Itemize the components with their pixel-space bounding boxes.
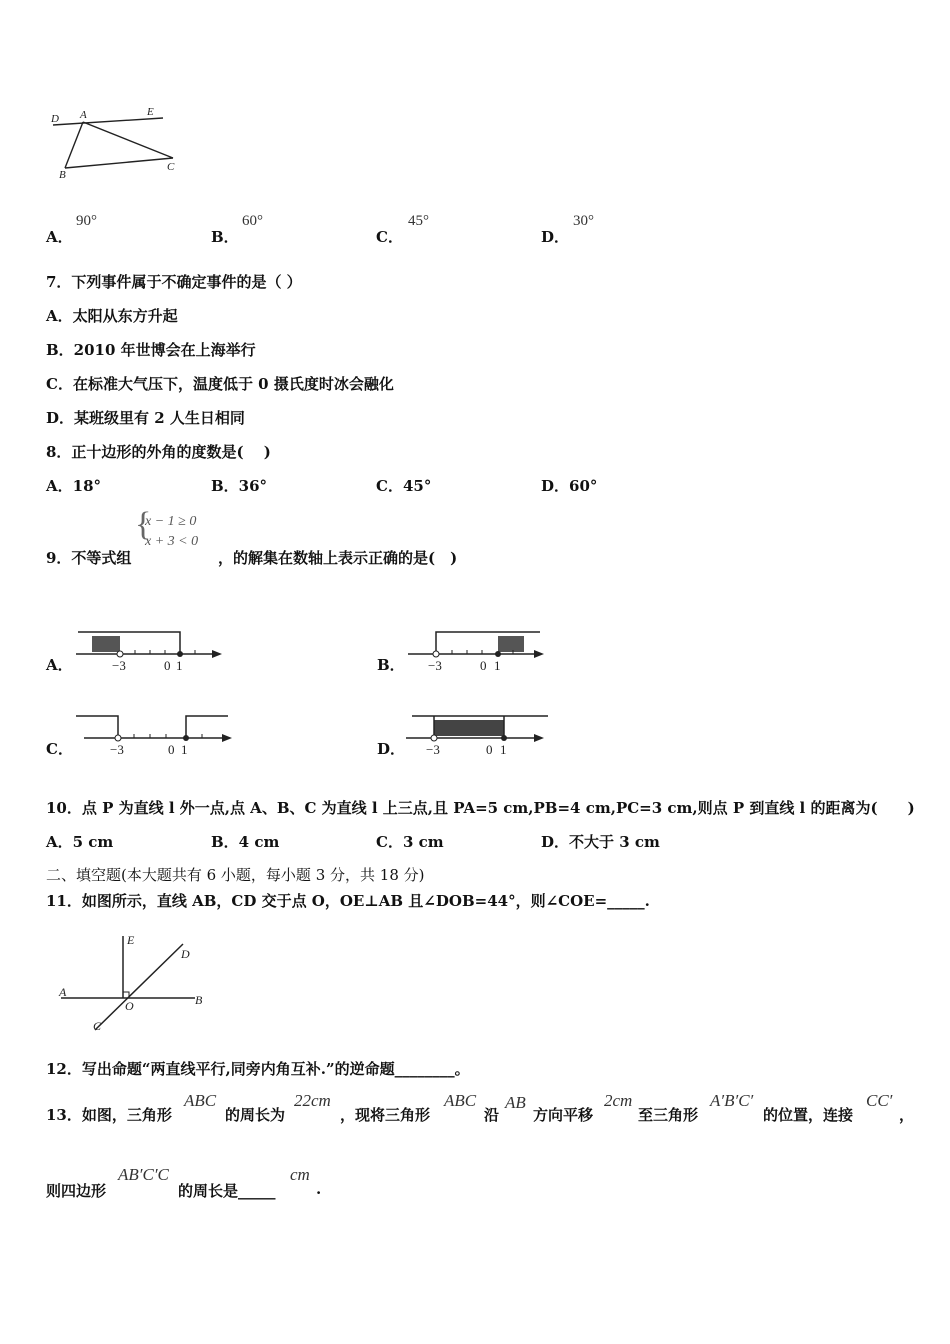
triangle-figure — [45, 100, 195, 185]
q7-option-a: A．太阳从东方升起 — [46, 307, 178, 325]
q6-option-d-value: 30° — [573, 213, 594, 229]
svg-text:1: 1 — [176, 658, 183, 673]
inequality-2: x + 3 < 0 — [145, 534, 199, 549]
label-a: A — [59, 985, 67, 999]
label-e: E — [147, 106, 154, 118]
q13-part-7: 的位置，连接 — [763, 1106, 854, 1124]
q13-part-4: 沿 — [484, 1106, 500, 1124]
q13-part-6: 至三角形 — [638, 1106, 699, 1124]
q10-option-b: B．4 cm — [211, 833, 280, 851]
q13-part-8: ， — [899, 1106, 915, 1124]
q13-line2-part-1: 则四边形 — [46, 1182, 107, 1200]
q9-option-a-letter: A． — [46, 656, 73, 674]
q6-option-c-letter: C． — [376, 228, 403, 246]
svg-text:0: 0 — [168, 742, 175, 757]
q9-prefix: 9．不等式组 — [46, 549, 132, 567]
label-b: B — [195, 993, 203, 1007]
svg-text:−3: −3 — [110, 742, 124, 757]
q9-suffix: ，的解集在数轴上表示正确的是( ) — [218, 549, 458, 567]
svg-text:1: 1 — [500, 742, 507, 757]
q11-stem: 11．如图所示，直线 AB，CD 交于点 O，OE⊥AB 且∠DOB=44°，则∠COE=_____. — [46, 892, 650, 910]
q10-stem: 10．点 P 为直线 l 外一点,点 A、B、C 为直线 l 上三点,且 PA=5 cm,PB=4 cm,PC=3 cm,则点 P 到直线 l 的距离为( ) — [46, 799, 915, 817]
q13-part-3: ，现将三角形 — [340, 1106, 431, 1124]
q9-option-b-letter: B． — [377, 656, 405, 674]
q13-math-abc-2: ABC — [444, 1091, 477, 1110]
q13-line2-part-2: 的周长是_____ — [178, 1182, 276, 1200]
label-e: E — [127, 933, 135, 947]
q7-stem: 7．下列事件属于不确定事件的是（ ） — [46, 273, 302, 291]
q9-option-c-letter: C． — [46, 740, 73, 758]
q8-option-c: C．45° — [376, 477, 432, 495]
q8-option-a: A．18° — [46, 477, 102, 495]
q10-option-d: D．不大于 3 cm — [541, 833, 660, 851]
label-c: C — [167, 161, 175, 173]
q13-math-2cm: 2cm — [604, 1091, 633, 1110]
label-o: O — [125, 999, 134, 1013]
q13-math-abc-1: ABC — [184, 1091, 217, 1110]
number-line-d — [402, 708, 552, 758]
section-title: 二、填空题(本大题共有 6 小题，每小题 3 分，共 18 分) — [46, 866, 425, 884]
svg-text:0: 0 — [486, 742, 493, 757]
label-a: A — [80, 109, 87, 121]
q8-option-d: D．60° — [541, 477, 598, 495]
svg-text:−3: −3 — [112, 658, 126, 673]
q7-option-b: B．2010 年世博会在上海举行 — [46, 341, 256, 359]
q6-option-a-value: 90° — [76, 213, 97, 229]
q8-stem: 8．正十边形的外角的度数是( ) — [46, 443, 271, 461]
intersecting-lines-figure — [55, 928, 215, 1038]
inequality-1: x − 1 ≥ 0 — [145, 514, 197, 529]
svg-text:−3: −3 — [428, 658, 442, 673]
q13-part-1: 13．如图，三角形 — [46, 1106, 172, 1124]
q13-line2-part-3: . — [316, 1180, 322, 1198]
q9-option-d-letter: D． — [377, 740, 406, 758]
q13-math-cm: cm — [290, 1165, 310, 1184]
q7-option-c: C．在标准大气压下，温度低于 0 摄氏度时冰会融化 — [46, 375, 394, 393]
label-c: C — [93, 1019, 102, 1033]
svg-text:1: 1 — [181, 742, 188, 757]
q13-math-22cm: 22cm — [294, 1091, 331, 1110]
label-d: D — [181, 947, 190, 961]
number-line-a — [70, 624, 230, 674]
svg-text:−3: −3 — [426, 742, 440, 757]
q6-option-b-letter: B． — [211, 228, 239, 246]
q13-part-5: 方向平移 — [533, 1106, 594, 1124]
q6-option-b-value: 60° — [242, 213, 263, 229]
q13-math-cc-prime: CC′ — [866, 1091, 893, 1110]
q13-part-2: 的周长为 — [225, 1106, 286, 1124]
q6-option-c-value: 45° — [408, 213, 429, 229]
q10-option-a: A．5 cm — [46, 833, 114, 851]
label-b: B — [59, 169, 66, 181]
svg-text:0: 0 — [164, 658, 171, 673]
q13-math-ab: AB — [505, 1093, 526, 1112]
q7-option-d: D．某班级里有 2 人生日相同 — [46, 409, 245, 427]
svg-text:1: 1 — [494, 658, 501, 673]
q6-option-a-letter: A． — [46, 228, 73, 246]
q10-option-c: C．3 cm — [376, 833, 444, 851]
q13-math-quad: AB′C′C — [118, 1165, 169, 1184]
label-d: D — [51, 113, 59, 125]
q13-math-abc-prime: A′B′C′ — [710, 1091, 754, 1110]
inequality-system — [133, 509, 223, 551]
number-line-b — [402, 624, 552, 674]
svg-text:0: 0 — [480, 658, 487, 673]
q12-stem: 12．写出命题“两直线平行,同旁内角互补.”的逆命题________。 — [46, 1060, 470, 1078]
number-line-c — [70, 708, 240, 758]
q8-option-b: B．36° — [211, 477, 268, 495]
q6-option-d-letter: D． — [541, 228, 570, 246]
svg-text:{: { — [135, 509, 152, 543]
